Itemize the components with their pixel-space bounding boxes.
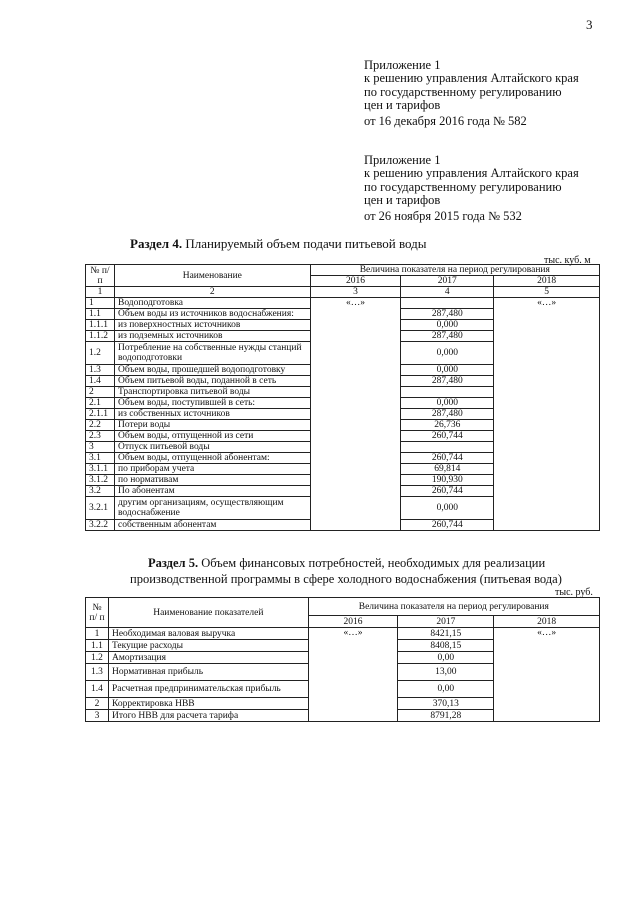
- value-2017: 26,736: [401, 420, 494, 431]
- section5-label: Раздел 5.: [148, 556, 199, 570]
- column-number: 4: [401, 287, 494, 298]
- appendix-line: к решению управления Алтайского края: [364, 166, 579, 181]
- year-header: 2018: [494, 616, 600, 628]
- row-number: 1.1: [86, 309, 115, 320]
- year-header: 2017: [401, 276, 494, 287]
- row-number: 3: [86, 710, 109, 722]
- row-number: 2: [86, 387, 115, 398]
- value-2017: 0,00: [398, 652, 494, 664]
- value-2017: 287,480: [401, 331, 494, 342]
- column-header-period: Величина показателя на период регулирования: [310, 265, 599, 276]
- value-2017: 69,814: [401, 464, 494, 475]
- value-2017: 0,000: [401, 497, 494, 520]
- row-name: По абонентам: [114, 486, 310, 497]
- row-name: Объем воды, отпущенной абонентам:: [114, 453, 310, 464]
- year-header: 2017: [398, 616, 494, 628]
- column-header-period: Величина показателя на период регулирования: [308, 598, 599, 616]
- row-number: 1.2: [86, 342, 115, 365]
- section5-unit: тыс. руб.: [555, 587, 593, 598]
- section5-title-text: Объем финансовых потребностей, необходимых для реализации производственной программы в сфере холодного водоснабжения (питьевая вода): [130, 556, 562, 586]
- appendix-line: от 16 декабря 2016 года № 582: [364, 113, 527, 128]
- appendix-line: Приложение 1: [364, 153, 441, 167]
- value-2017: 13,00: [398, 664, 494, 681]
- section4-unit: тыс. куб. м: [544, 255, 591, 266]
- value-2017: 8421,15: [398, 628, 494, 640]
- row-name: Итого НВВ для расчета тарифа: [108, 710, 308, 722]
- value-2017: 287,480: [401, 376, 494, 387]
- row-number: 3.2: [86, 486, 115, 497]
- column-header-name: Наименование показателей: [108, 598, 308, 628]
- row-name: Расчетная предпринимательская прибыль: [108, 681, 308, 698]
- row-name: Необходимая валовая выручка: [108, 628, 308, 640]
- year-header: 2018: [494, 276, 600, 287]
- row-name: по приборам учета: [114, 464, 310, 475]
- row-name: Водоподготовка: [114, 298, 310, 309]
- value-2016: «…»: [308, 628, 398, 722]
- row-number: 1: [86, 298, 115, 309]
- row-name: Корректировка НВВ: [108, 698, 308, 710]
- row-number: 3.1.1: [86, 464, 115, 475]
- row-number: 2.1.1: [86, 409, 115, 420]
- row-name: Объем воды, отпущенной из сети: [114, 431, 310, 442]
- row-name: Потребление на собственные нужды станций водоподготовки: [114, 342, 310, 365]
- column-header-name: Наименование: [114, 265, 310, 287]
- section4-title-text: Планируемый объем подачи питьевой воды: [185, 236, 427, 251]
- appendix-line: по государственному регулированию: [364, 179, 562, 194]
- row-name: Объем воды, поступившей в сеть:: [114, 398, 310, 409]
- section5-table: [85, 597, 600, 722]
- appendix-line: цен и тарифов: [364, 98, 441, 113]
- appendix-line: к решению управления Алтайского края: [364, 71, 579, 86]
- table-row: [86, 298, 600, 309]
- row-name: собственным абонентам: [114, 520, 310, 531]
- row-name: Потери воды: [114, 420, 310, 431]
- row-name: из поверхностных источников: [114, 320, 310, 331]
- value-2017: 8791,28: [398, 710, 494, 722]
- row-name: из собственных источников: [114, 409, 310, 420]
- value-2017: 260,744: [401, 520, 494, 531]
- row-name: Объем питьевой воды, поданной в сеть: [114, 376, 310, 387]
- row-number: 3.2.1: [86, 497, 115, 520]
- row-name: по нормативам: [114, 475, 310, 486]
- row-number: 2.2: [86, 420, 115, 431]
- row-number: 1.4: [86, 681, 109, 698]
- row-number: 1.3: [86, 664, 109, 681]
- value-2016: «…»: [310, 298, 401, 531]
- year-header: 2016: [308, 616, 398, 628]
- column-header-number: № п/ п: [86, 598, 109, 628]
- value-2017: 370,13: [398, 698, 494, 710]
- value-2017: 260,744: [401, 486, 494, 497]
- row-number: 1.4: [86, 376, 115, 387]
- column-number: 2: [114, 287, 310, 298]
- column-number: 1: [86, 287, 115, 298]
- row-number: 3.2.2: [86, 520, 115, 531]
- value-2017: 0,00: [398, 681, 494, 698]
- column-number: 3: [310, 287, 401, 298]
- row-name: Отпуск питьевой воды: [114, 442, 310, 453]
- value-2017: 0,000: [401, 342, 494, 365]
- row-number: 1.1.2: [86, 331, 115, 342]
- appendix-line: цен и тарифов: [364, 193, 441, 208]
- value-2017: 0,000: [401, 320, 494, 331]
- row-name: Объем воды, прошедшей водоподготовку: [114, 365, 310, 376]
- value-2017: 0,000: [401, 365, 494, 376]
- section4-label: Раздел 4.: [130, 236, 183, 251]
- column-header-number: № п/п: [86, 265, 115, 287]
- value-2017: [401, 298, 494, 309]
- value-2017: 8408,15: [398, 640, 494, 652]
- row-number: 3: [86, 442, 115, 453]
- row-number: 3.1: [86, 453, 115, 464]
- row-number: 2.1: [86, 398, 115, 409]
- row-name: другим организациям, осуществляющим водоснабжение: [114, 497, 310, 520]
- row-number: 1: [86, 628, 109, 640]
- year-header: 2016: [310, 276, 401, 287]
- row-number: 3.1.2: [86, 475, 115, 486]
- value-2017: 287,480: [401, 309, 494, 320]
- appendix-header-previous: [364, 154, 579, 223]
- section4-title: [130, 236, 427, 252]
- page-number: 3: [586, 17, 593, 32]
- row-name: Нормативная прибыль: [108, 664, 308, 681]
- column-number: 5: [494, 287, 600, 298]
- appendix-line: от 26 ноября 2015 года № 532: [364, 208, 522, 223]
- row-name: Амортизация: [108, 652, 308, 664]
- value-2017: 287,480: [401, 409, 494, 420]
- section4-table: [85, 264, 600, 531]
- row-name: Текущие расходы: [108, 640, 308, 652]
- value-2018: «…»: [494, 628, 600, 722]
- row-number: 1.1: [86, 640, 109, 652]
- row-number: 2: [86, 698, 109, 710]
- value-2017: [401, 387, 494, 398]
- row-name: из подземных источников: [114, 331, 310, 342]
- appendix-header-current: [364, 59, 579, 128]
- row-name: Транспортировка питьевой воды: [114, 387, 310, 398]
- value-2017: 260,744: [401, 431, 494, 442]
- row-number: 1.1.1: [86, 320, 115, 331]
- row-number: 2.3: [86, 431, 115, 442]
- value-2018: «…»: [494, 298, 600, 531]
- row-number: 1.3: [86, 365, 115, 376]
- row-name: Объем воды из источников водоснабжения:: [114, 309, 310, 320]
- value-2017: 190,930: [401, 475, 494, 486]
- value-2017: 260,744: [401, 453, 494, 464]
- value-2017: [401, 442, 494, 453]
- row-number: 1.2: [86, 652, 109, 664]
- value-2017: 0,000: [401, 398, 494, 409]
- section5-title: [130, 555, 600, 587]
- table-row: [86, 628, 600, 640]
- appendix-line: по государственному регулированию: [364, 84, 562, 99]
- appendix-line: Приложение 1: [364, 58, 441, 72]
